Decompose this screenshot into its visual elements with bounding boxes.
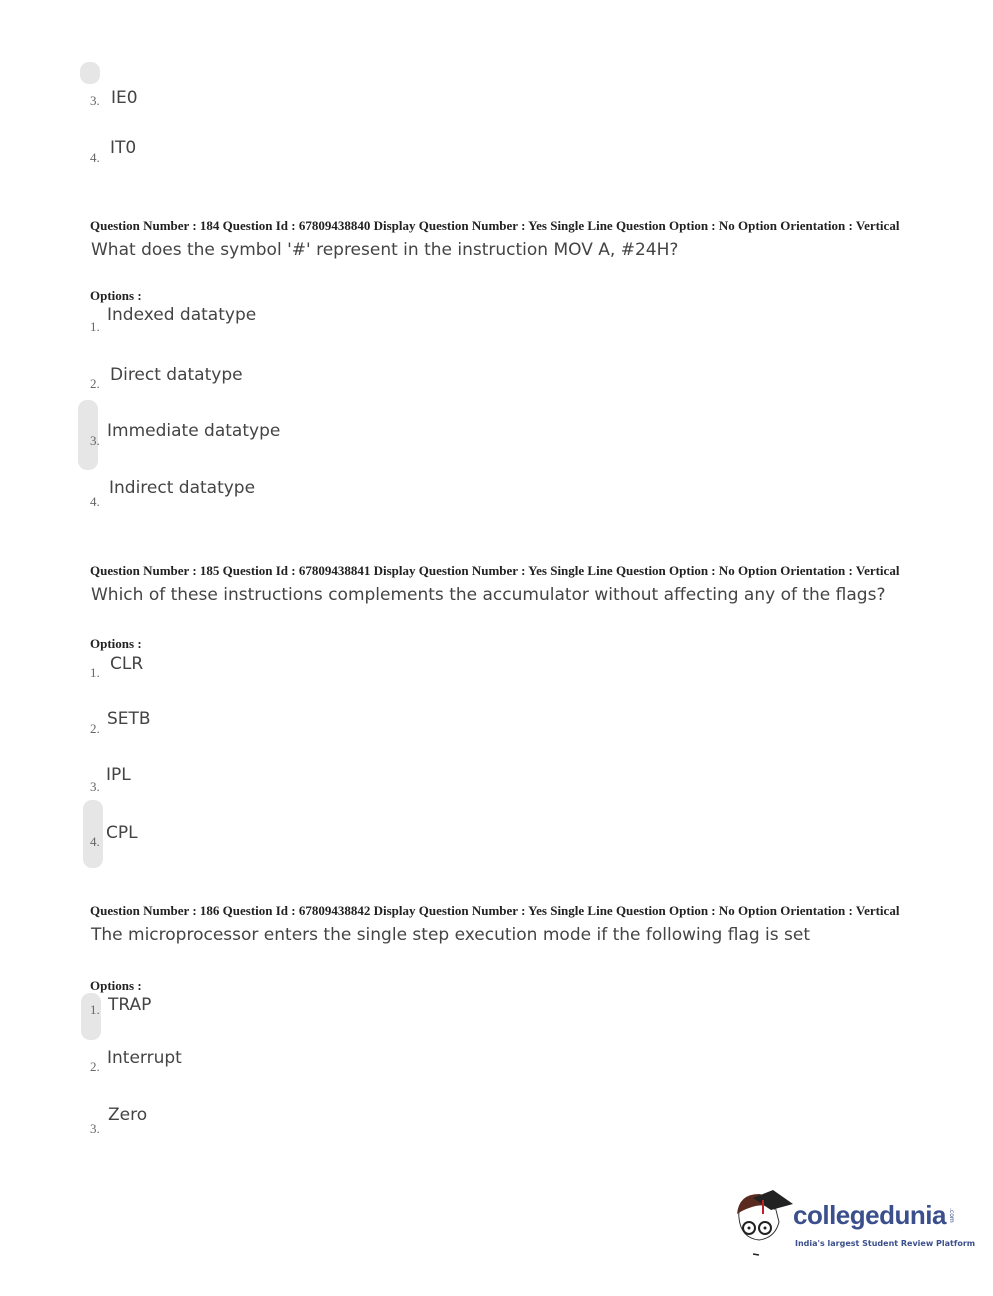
mascot-icon: [735, 1188, 795, 1258]
answer-highlight: [80, 62, 100, 84]
logo-tagline: India's largest Student Review Platform: [795, 1239, 976, 1248]
option-text: IT0: [110, 138, 137, 158]
collegedunia-logo: [735, 1188, 985, 1263]
question-text: Which of these instructions complements the accumulator without affecting any of the flags?: [91, 585, 886, 605]
question-text: What does the symbol '#' represent in the instruction MOV A, #24H?: [91, 240, 679, 260]
option-number: 4.: [90, 834, 100, 849]
logo-name: collegedunia: [793, 1200, 946, 1230]
option-text: Indexed datatype: [107, 305, 257, 325]
option-number: 3.: [90, 93, 100, 108]
options-label: Options :: [90, 978, 142, 993]
options-label: Options :: [90, 288, 142, 303]
option-number: 1.: [90, 1002, 100, 1017]
option-text: CPL: [106, 823, 138, 843]
option-number: 2.: [90, 1059, 100, 1074]
option-text: Interrupt: [107, 1048, 182, 1068]
logo-wordmark: [793, 1200, 955, 1230]
question-header: [90, 564, 970, 605]
question-text: The microprocessor enters the single step execution mode if the following flag is set: [91, 925, 810, 945]
option-text: Zero: [108, 1105, 148, 1125]
option-number: 3.: [90, 1121, 100, 1136]
option-text: Indirect datatype: [109, 478, 256, 498]
option-text: IPL: [106, 765, 131, 785]
question-meta: Question Number : 186 Question Id : 67809438842 Display Question Number : Yes Single Line Question Option : No Option Orientation : Vertical: [90, 903, 900, 918]
option-number: 4.: [90, 150, 100, 165]
option-number: 2.: [90, 376, 100, 391]
option-number: 3.: [90, 433, 100, 448]
question-header: [90, 904, 970, 945]
question-meta: Question Number : 184 Question Id : 67809438840 Display Question Number : Yes Single Line Question Option : No Option Orientation : Vertical: [90, 218, 900, 233]
options-label: Options :: [90, 636, 142, 651]
option-text: Immediate datatype: [107, 421, 281, 441]
question-meta: Question Number : 185 Question Id : 67809438841 Display Question Number : Yes Single Line Question Option : No Option Orientation : Vertical: [90, 563, 900, 578]
option-number: 3.: [90, 779, 100, 794]
option-text: CLR: [110, 654, 144, 674]
option-number: 1.: [90, 319, 100, 334]
option-number: 1.: [90, 665, 100, 680]
option-text: SETB: [107, 709, 151, 729]
option-text: TRAP: [108, 995, 152, 1015]
logo-suffix: .com: [947, 1208, 955, 1223]
option-number: 4.: [90, 494, 100, 509]
option-text: IE0: [111, 88, 138, 108]
option-text: Direct datatype: [110, 365, 243, 385]
option-number: 2.: [90, 721, 100, 736]
question-header: [90, 219, 970, 260]
